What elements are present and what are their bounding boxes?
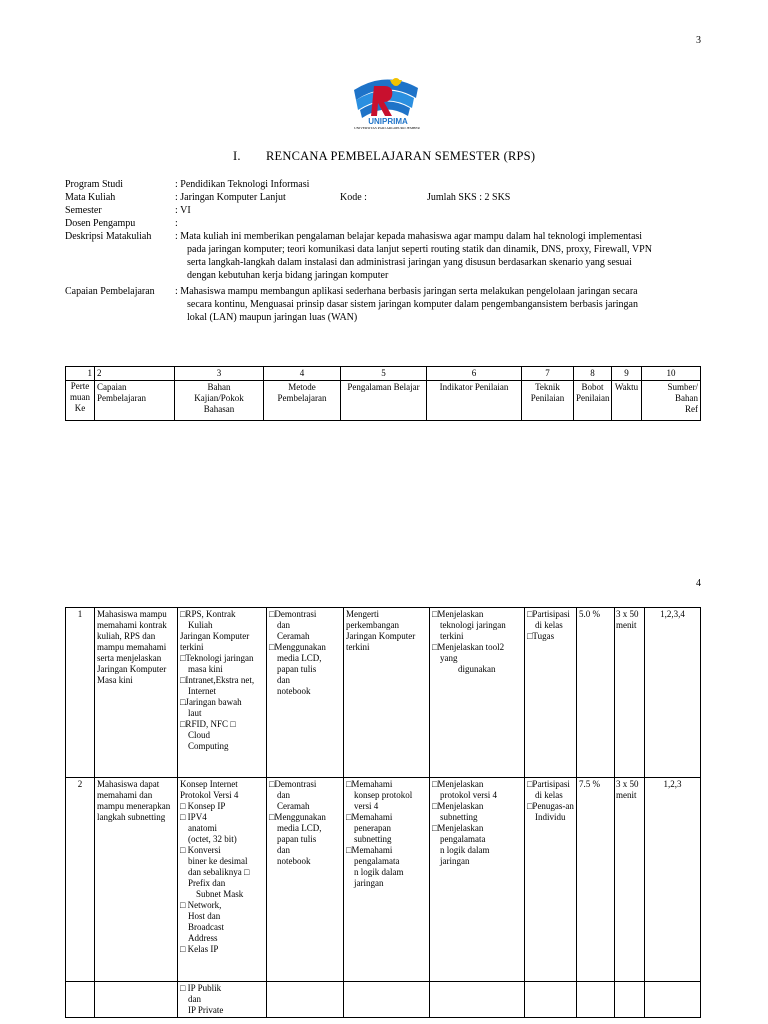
info-row-description [65,230,705,282]
course-value: : Jaringan Komputer Lanjut [175,192,286,203]
material-item: Computing [188,741,229,751]
learning-method [267,608,344,778]
header-outcome [95,381,175,421]
experience-item: □Memahami [346,812,393,822]
header-weight [574,381,612,421]
indicator-item: n logik dalam [440,845,490,855]
header-num: 7 [522,367,574,381]
course-info [65,178,705,324]
method-item: dan [277,620,290,630]
header-method [264,381,341,421]
indicator-item: □Menjelaskan [432,801,484,811]
description-line: serta langkah-langkah dalam instalasi dan administrasi jaringan yang disusun berdasarkan skenario yang sesuai [187,257,632,268]
material-item: □Intranet,Ekstra net, [180,675,255,685]
study-material [178,608,267,778]
technique-item: □Penugas-an [527,801,574,811]
assessment-technique [525,982,577,1018]
assessment-indicator [430,608,525,778]
lecturer-label: Dosen Pengampu [65,218,136,229]
header-source [642,381,701,421]
header-label-row [66,381,701,421]
experience-item: subnetting [354,834,392,844]
method-item: dan [277,675,290,685]
assessment-weight [577,982,615,1018]
indicator-item: protokol versi 4 [440,790,497,800]
program-value: : Pendidikan Teknologi Informasi [175,179,310,190]
method-item: media LCD, [277,653,322,663]
indicator-item: □Menjelaskan tool2 [432,642,505,652]
material-item: □RFID, NFC □ [180,719,236,729]
page-title: RENCANA PEMBELAJARAN SEMESTER (RPS) [266,149,536,163]
material-item: IP Private [188,1005,224,1015]
technique-item: □Partisipasi [527,779,570,789]
assessment-technique [525,608,577,778]
time-item: 3 x 50 [616,779,639,789]
assessment-indicator [430,982,525,1018]
assessment-weight: 5.0 % [577,608,615,778]
material-item: Jaringan Komputer [180,631,250,641]
header-text: Bahasan [203,404,235,414]
material-item: (octet, 32 bit) [188,834,237,844]
header-num: 4 [264,367,341,381]
header-text: muan [70,392,90,402]
material-item: terkini [180,642,204,652]
description-line: dengan kebutuhan kerja bidang jaringan komputer [187,270,389,281]
header-text: Bahan [675,393,698,403]
material-item: □ IP Publik [180,983,222,993]
experience-item: versi 4 [354,801,379,811]
indicator-item: teknologi jaringan [440,620,506,630]
header-time: Waktu [612,381,642,421]
learning-experience [344,778,430,982]
technique-item: □Tugas [527,631,555,641]
logo-subtitle: UNIVERSITAS PGRI ARGOPURO JEMBER [354,126,420,130]
sks-label: Jumlah SKS : 2 SKS [427,192,511,203]
header-text: Penilaian [530,393,565,403]
assessment-indicator [430,778,525,982]
references: 1,2,3,4 [645,608,701,778]
method-item: dan [277,790,290,800]
table-row [66,608,701,778]
experience-item: □Memahami [346,845,393,855]
experience-item: n logik dalam [354,867,404,877]
learning-experience [344,982,430,1018]
method-item: papan tulis [277,834,317,844]
header-indicator: Indikator Penilaian [427,381,522,421]
header-experience: Pengalaman Belajar [341,381,427,421]
indicator-item: □Menjelaskan [432,779,484,789]
description-value: : Mata kuliah ini memberikan pengalaman belajar kepada mahasiswa agar mampu dalam hal teknologi implementasi [175,231,643,242]
header-num: 8 [574,367,612,381]
material-item: Protokol Versi 4 [180,790,239,800]
experience-item: □Memahami [346,779,393,789]
semester-value: : VI [175,205,191,216]
experience-item: penerapan [354,823,391,833]
study-material [178,778,267,982]
header-num: 10 [642,367,701,381]
experience-item: pengalamata [354,856,400,866]
info-row-program [65,178,705,191]
material-item: Konsep Internet [180,779,238,789]
rps-table-header [65,366,701,421]
indicator-item: terkini [440,631,464,641]
header-material [175,381,264,421]
lecturer-value: : [175,218,178,229]
learning-outcome: Mahasiswa dapat memahami dan mampu menerapkan langkah subnetting [95,778,178,982]
experience-item: konsep protokol [354,790,413,800]
assessment-weight: 7.5 % [577,778,615,982]
material-item: anatomi [188,823,217,833]
meeting-number [66,982,95,1018]
technique-item: □Partisipasi [527,609,570,619]
description-label: Deskripsi Matakuliah [65,231,152,242]
material-item: Cloud [188,730,211,740]
material-item: □ Konsep IP [180,801,226,811]
info-row-course [65,191,705,204]
indicator-item: □Menjelaskan [432,823,484,833]
indicator-item: digunakan [458,664,496,674]
material-item: Host dan [188,911,221,921]
meeting-number: 2 [66,778,95,982]
method-item: □Menggunakan [269,642,326,652]
experience-item: jaringan [354,878,384,888]
header-text: Kajian/Pokok [194,393,244,403]
header-text: Ref [685,404,698,414]
method-item: notebook [277,856,311,866]
description-line: pada jaringan komputer; teori komunikasi data lanjut seperti routing statik dan dinamik, DNS, proxy, Firewall, VPN [187,244,652,255]
section-numeral: I. [233,149,241,163]
method-item: □Menggunakan [269,812,326,822]
learning-method [267,982,344,1018]
outcome-line: lokal (LAN) maupun jaringan luas (WAN) [187,312,358,323]
method-item: Ceramah [277,631,310,641]
header-text: Sumber/ [667,382,698,392]
references [645,982,701,1018]
page-number: 3 [696,35,701,46]
info-row-semester [65,204,705,217]
time-item: menit [616,790,637,800]
header-meeting [66,381,95,421]
time-allocation [615,778,645,982]
rps-table-body [65,607,701,1018]
material-item: Subnet Mask [196,889,244,899]
header-technique [522,381,574,421]
material-item: □RPS, Kontrak [180,609,236,619]
material-item: Kuliah [188,620,213,630]
time-item: 3 x 50 [616,609,639,619]
course-label: Mata Kuliah [65,192,116,203]
material-item: Prefix dan [188,878,226,888]
material-item: dan sebaliknya □ [188,867,250,877]
header-num: 6 [427,367,522,381]
table-row [66,982,701,1018]
header-text: Bobot [581,382,604,392]
learning-method [267,778,344,982]
technique-item: Individu [535,812,566,822]
material-item: □Teknologi jaringan [180,653,254,663]
learning-outcome: Mahasiswa mampu memahami kontrak kuliah, RPS dan mampu memahami serta menjelaskan Jaringan Komputer Masa kini [95,608,178,778]
header-text: Capaian [97,382,127,392]
logo-wordmark: UNIPRIMA [368,117,408,126]
indicator-item: jaringan [440,856,470,866]
header-num: 2 [95,367,175,381]
outcome-line: secara kontinu, Menguasai prinsip dasar sistem jaringan komputer dalam pengembangansistem berbasis jaringan [187,299,638,310]
technique-item: di kelas [535,790,563,800]
material-item: masa kini [188,664,223,674]
outcome-value: : Mahasiswa mampu membangun aplikasi sederhana berbasis jaringan serta melakukan pengelolaan jaringan secara [175,286,638,297]
header-number-row [66,367,701,381]
method-item: □Demontrasi [269,609,317,619]
header-text: Perte [70,381,90,391]
material-item: □ Konversi [180,845,221,855]
header-text: Pembelajaran [97,393,146,403]
program-label: Program Studi [65,179,124,190]
page-number: 4 [696,578,701,589]
header-text: Pembelajaran [277,393,327,403]
info-row-outcome [65,285,705,324]
material-item: □Jaringan bawah [180,697,242,707]
code-label: Kode : [340,192,367,203]
indicator-item: yang [440,653,458,663]
study-material [178,982,267,1018]
method-item: papan tulis [277,664,317,674]
references: 1,2,3 [645,778,701,982]
method-item: notebook [277,686,311,696]
header-num: 3 [175,367,264,381]
meeting-number: 1 [66,608,95,778]
method-item: □Demontrasi [269,779,317,789]
header-num: 1 [66,367,95,381]
method-item: dan [277,845,290,855]
technique-item: di kelas [535,620,563,630]
material-item: Broadcast [188,922,224,932]
material-item: □ IPV4 [180,812,207,822]
learning-experience: Mengerti perkembangan Jaringan Komputer terkini [344,608,430,778]
header-num: 9 [612,367,642,381]
time-allocation [615,608,645,778]
header-text: Ke [74,403,86,413]
time-item: menit [616,620,637,630]
header-text: Teknik [535,382,560,392]
semester-label: Semester [65,205,102,216]
material-item: laut [188,708,202,718]
material-item: □ Kelas IP [180,944,219,954]
outcome-label: Capaian Pembelajaran [65,286,155,297]
material-item: biner ke desimal [188,856,248,866]
indicator-item: subnetting [440,812,478,822]
header-num: 5 [341,367,427,381]
table-row [66,778,701,982]
material-item: Address [188,933,218,943]
method-item: Ceramah [277,801,310,811]
material-item: dan [188,994,201,1004]
header-text: Bahan [207,382,231,392]
learning-outcome [95,982,178,1018]
time-allocation [615,982,645,1018]
header-text: Metode [288,382,316,392]
info-row-lecturer [65,217,705,230]
assessment-technique [525,778,577,982]
method-item: media LCD, [277,823,322,833]
indicator-item: □Menjelaskan [432,609,484,619]
header-text: Penilaian [576,393,610,403]
material-item: Internet [188,686,216,696]
material-item: □ Network, [180,900,222,910]
indicator-item: pengalamata [440,834,486,844]
